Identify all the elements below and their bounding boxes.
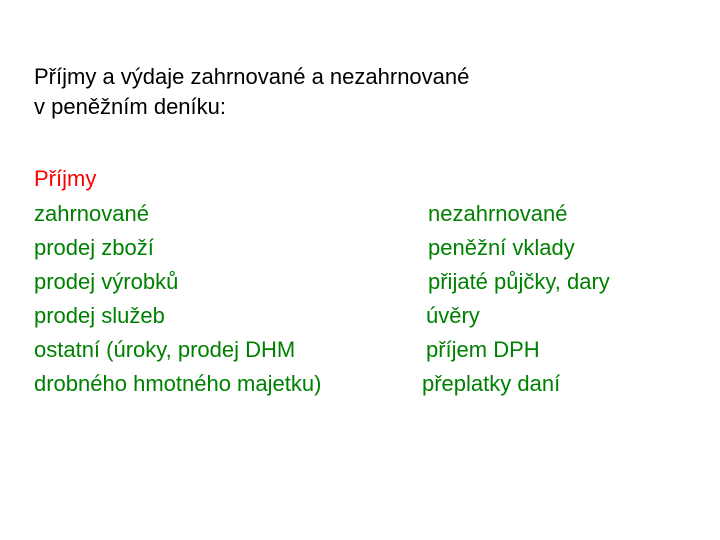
left-column-item: prodej zboží	[34, 235, 154, 260]
right-column-item: peněžní vklady	[428, 235, 575, 260]
right-column-item: přijaté půjčky, dary	[428, 269, 610, 294]
section-heading-prijmy: Příjmy	[34, 166, 97, 191]
left-column-header: zahrnované	[34, 201, 149, 226]
right-column-header: nezahrnované	[428, 201, 568, 226]
left-column-item: drobného hmotného majetku)	[34, 371, 322, 396]
left-column-zahrnovane	[34, 197, 321, 401]
title-line-1: Příjmy a výdaje zahrnované a nezahrnované	[34, 64, 470, 89]
right-column-nezahrnovane	[420, 197, 610, 401]
title-line-2: v peněžním deníku:	[34, 94, 227, 119]
slide-title	[34, 62, 469, 122]
right-column-item: příjem DPH	[426, 337, 540, 362]
left-column-item: prodej výrobků	[34, 269, 179, 294]
right-column-item: úvěry	[426, 303, 480, 328]
right-column-item: přeplatky daní	[422, 371, 561, 396]
left-column-item: ostatní (úroky, prodej DHM	[34, 337, 296, 362]
left-column-item: prodej služeb	[34, 303, 165, 328]
